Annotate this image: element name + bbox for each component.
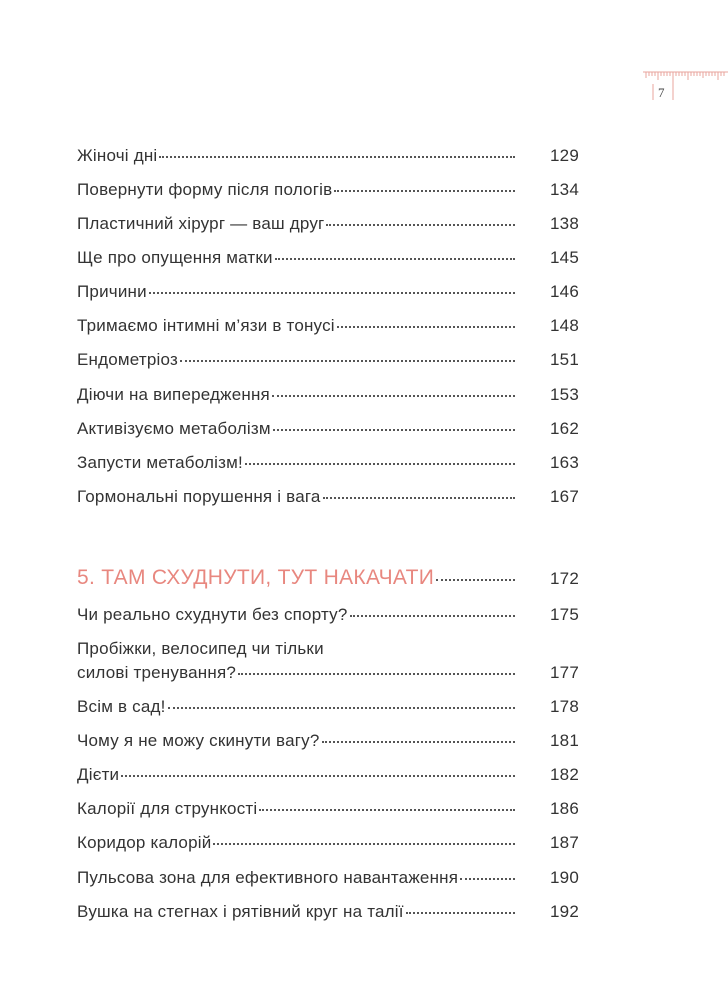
toc-entry bbox=[77, 248, 579, 268]
toc-entry bbox=[77, 453, 579, 473]
toc-entry bbox=[77, 868, 579, 888]
toc-entry-title: Чому я не можу скинути вагу? bbox=[77, 731, 320, 750]
toc-entry-page: 151 bbox=[550, 350, 579, 369]
dot-leader bbox=[168, 707, 515, 709]
toc-entry-page: 146 bbox=[550, 282, 579, 301]
toc-entry-title: Повернути форму після пологів bbox=[77, 180, 333, 199]
toc-entry-title: Вушка на стегнах і рятівний круг на талії bbox=[77, 902, 404, 921]
toc-entry bbox=[77, 316, 579, 336]
dot-leader bbox=[272, 395, 515, 397]
toc-entry bbox=[77, 419, 579, 439]
toc-entry bbox=[77, 605, 579, 625]
dot-leader bbox=[323, 497, 515, 499]
tape-measure-icon bbox=[643, 64, 728, 104]
dot-leader bbox=[275, 258, 515, 260]
toc-entry-title: Гормональні порушення і вага bbox=[77, 487, 321, 506]
toc-entry bbox=[77, 765, 579, 785]
toc-entry-page: 134 bbox=[550, 180, 579, 199]
toc-entry bbox=[77, 902, 579, 922]
toc-entry-page: 153 bbox=[550, 385, 579, 404]
toc-entry-page: 177 bbox=[550, 663, 579, 682]
toc-entry-title: Діючи на випередження bbox=[77, 385, 270, 404]
toc-entry-page: 145 bbox=[550, 248, 579, 267]
toc-entry-page: 167 bbox=[550, 487, 579, 506]
toc-entry-title: Ендометріоз bbox=[77, 350, 178, 369]
toc-entry-title: Активізуємо метаболізм bbox=[77, 419, 271, 438]
toc-entry-title: Жіночі дні bbox=[77, 146, 158, 165]
toc-entry bbox=[77, 731, 579, 751]
toc-entry-title: Тримаємо інтимні м’язи в тонусі bbox=[77, 316, 335, 335]
toc-entry-title: Пластичний хірург — ваш друг bbox=[77, 214, 325, 233]
dot-leader bbox=[159, 156, 515, 158]
dot-leader bbox=[326, 224, 515, 226]
dot-leader bbox=[350, 615, 515, 617]
dot-leader bbox=[149, 292, 515, 294]
toc-entry-title: силові тренування? bbox=[77, 663, 237, 682]
toc-entry-title: Пульсова зона для ефективного навантаження bbox=[77, 868, 459, 887]
toc-entry bbox=[77, 833, 579, 853]
toc-entry-page: 192 bbox=[550, 902, 579, 921]
dot-leader bbox=[406, 912, 515, 914]
dot-leader bbox=[460, 878, 515, 880]
toc-entry bbox=[77, 385, 579, 405]
toc-entry bbox=[77, 282, 579, 302]
dot-leader bbox=[322, 741, 516, 743]
toc-entry bbox=[77, 214, 579, 234]
chapter-page: 172 bbox=[550, 569, 579, 588]
toc-entry-title: Коридор калорій bbox=[77, 833, 212, 852]
toc-entry bbox=[77, 697, 579, 717]
toc-entry bbox=[77, 350, 579, 370]
toc-entry bbox=[77, 146, 579, 166]
toc-entry-title: Ще про опущення матки bbox=[77, 248, 273, 267]
toc-entry-page: 181 bbox=[550, 731, 579, 750]
dot-leader bbox=[245, 463, 515, 465]
toc-entry bbox=[77, 663, 579, 683]
dot-leader bbox=[334, 190, 515, 192]
toc-entry-page: 187 bbox=[550, 833, 579, 852]
toc-entry-title-line1: Пробіжки, велосипед чи тільки bbox=[77, 639, 324, 658]
dot-leader bbox=[337, 326, 515, 328]
toc-entry-title: Калорії для стрункості bbox=[77, 799, 258, 818]
toc-entry-page: 129 bbox=[550, 146, 579, 165]
dot-leader bbox=[436, 579, 515, 581]
toc-entry-title: Запусти метаболізм! bbox=[77, 453, 243, 472]
toc-entry-page: 175 bbox=[550, 605, 579, 624]
dot-leader bbox=[238, 673, 515, 675]
toc-entry-title: Всім в сад! bbox=[77, 697, 166, 716]
toc-entry-page: 186 bbox=[550, 799, 579, 818]
toc-entry-page: 178 bbox=[550, 697, 579, 716]
dot-leader bbox=[180, 360, 515, 362]
chapter-title: 5. ТАМ СХУДНУТИ, ТУТ НАКАЧАТИ bbox=[77, 566, 435, 589]
toc-entry-page: 163 bbox=[550, 453, 579, 472]
dot-leader bbox=[259, 809, 515, 811]
dot-leader bbox=[121, 775, 515, 777]
page-number: 7 bbox=[658, 85, 665, 100]
dot-leader bbox=[273, 429, 515, 431]
toc-entry-title: Дієти bbox=[77, 765, 120, 784]
toc-entry bbox=[77, 180, 579, 200]
toc-entry-title: Причини bbox=[77, 282, 147, 301]
toc-entry-title: Чи реально схуднути без спорту? bbox=[77, 605, 348, 624]
toc-entry bbox=[77, 799, 579, 819]
toc-entry-page: 182 bbox=[550, 765, 579, 784]
toc-chapter-heading bbox=[77, 566, 579, 590]
dot-leader bbox=[213, 843, 515, 845]
toc-entry-page: 162 bbox=[550, 419, 579, 438]
toc-entry bbox=[77, 487, 579, 507]
toc-entry-page: 148 bbox=[550, 316, 579, 335]
toc-entry-page: 138 bbox=[550, 214, 579, 233]
toc-entry-page: 190 bbox=[550, 868, 579, 887]
